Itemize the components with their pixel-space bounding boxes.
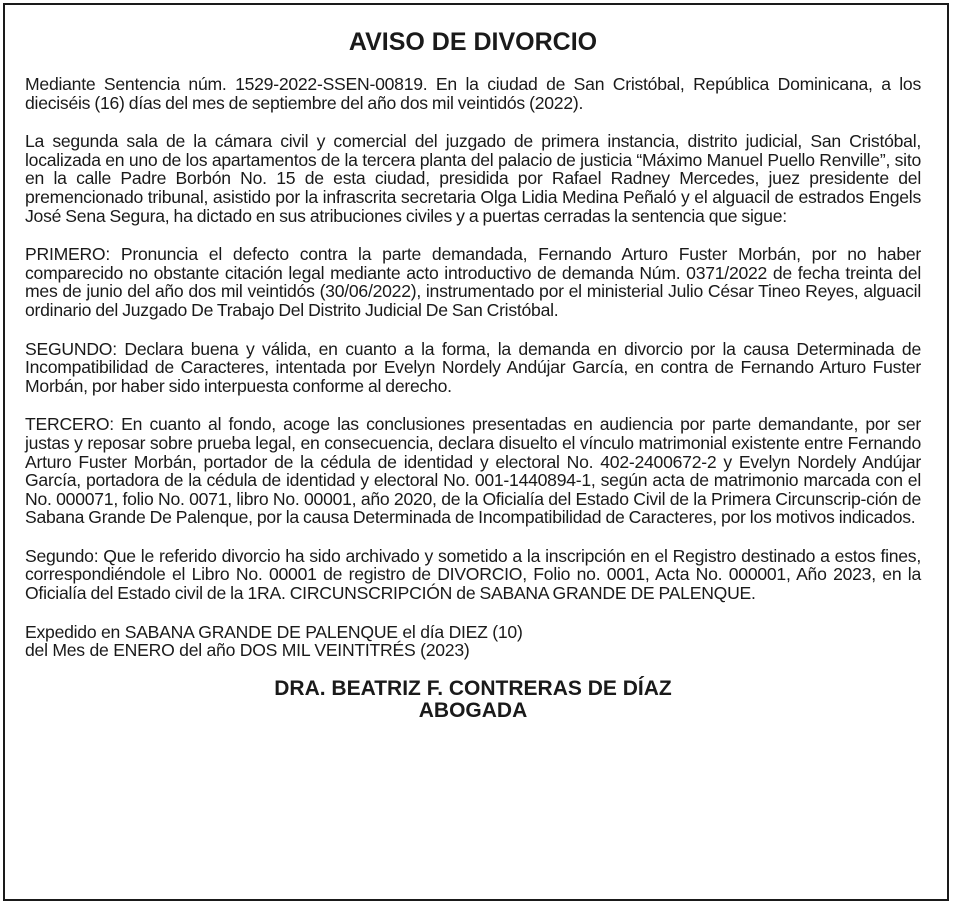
signature-block (25, 678, 921, 722)
issuance-statement (25, 623, 921, 660)
issuance-line-2: del Mes de ENERO del año DOS MIL VEINTITRÉS (2023) (25, 640, 470, 661)
signature-title: ABOGADA (418, 698, 528, 722)
paragraph-tercero: TERCERO: En cuanto al fondo, acoge las conclusiones presentadas en audiencia por parte demandante, por ser justas y reposar sobre prueba legal, en consecuencia, declara disuelto el vínculo matrimonial existente entre Fernando Arturo Fuster Morbán, portador de la cédula de identidad y electoral No. 402-2400672-2 y Evelyn Nordely Andújar García, portadora de la cédula de identidad y electoral No. 001-1440894-1, según acta de matrimonio marcada con el No. 000071, folio No. 0071, libro No. 00001, año 2020, de la Oficialía del Estado Civil de la Primera Circunscrip-ción de Sabana Grande De Palenque, por la causa Determinada de Incompatibilidad de Caracteres, por los motivos indicados. (25, 414, 921, 528)
signature-name: DRA. BEATRIZ F. CONTRERAS DE DÍAZ (274, 676, 672, 700)
paragraph-primero: PRIMERO: Pronuncia el defecto contra la parte demandada, Fernando Arturo Fuster Morbán, por no haber comparecido no obstante citación legal mediante acto introductivo de demanda Núm. 0371/2022 de fecha treinta del mes de junio del año dos mil veintidós (30/06/2022), instrumentado por el ministerial Julio César Tineo Reyes, alguacil ordinario del Juzgado De Trabajo Del Distrito Judicial De San Cristóbal. (25, 244, 921, 320)
paragraph-registro: Segundo: Que le referido divorcio ha sido archivado y sometido a la inscripción en el Registro destinado a estos fines, correspondiéndole el Libro No. 00001 de registro de DIVORCIO, Folio no. 0001, Acta No. 000001, Año 2023, en la Oficialía del Estado civil de la 1RA. CIRCUNSCRIPCIÓN de SABANA GRANDE DE PALENQUE. (25, 545, 921, 604)
notice-title: AVISO DE DIVORCIO (348, 28, 598, 56)
paragraph-segundo: SEGUNDO: Declara buena y válida, en cuanto a la forma, la demanda en divorcio por la causa Determinada de Incompatibilidad de Caracteres, intentada por Evelyn Nordely Andújar García, en contra de Fernando Arturo Fuster Morbán, por haber sido interpuesta conforme al derecho. (25, 338, 921, 396)
issuance-line-1: Expedido en SABANA GRANDE DE PALENQUE el día DIEZ (10) (25, 621, 523, 642)
paragraph-court-description: La segunda sala de la cámara civil y comercial del juzgado de primera instancia, distrito judicial, San Cristóbal, localizada en uno de los apartamentos de la tercera planta del palacio de justicia “Máximo Manuel Puello Renville”, sito en la calle Padre Borbón No. 15 de esta ciudad, presidida por Rafael Radney Mercedes, juez presidente del premencionado tribunal, asistido por la infrascrita secretaria Olga Lidia Medina Peñaló y el alguacil de estrados Engels José Sena Segura, ha dictado en sus atribuciones civiles y a puertas cerradas la sentencia que sigue: (25, 131, 921, 226)
paragraph-sentence-intro: Mediante Sentencia núm. 1529-2022-SSEN-00819. En la ciudad de San Cristóbal, República Dominicana, a los dieciséis (16) días del mes de septiembre del año dos mil veintidós (2022). (25, 74, 921, 113)
divorce-notice (3, 3, 949, 901)
